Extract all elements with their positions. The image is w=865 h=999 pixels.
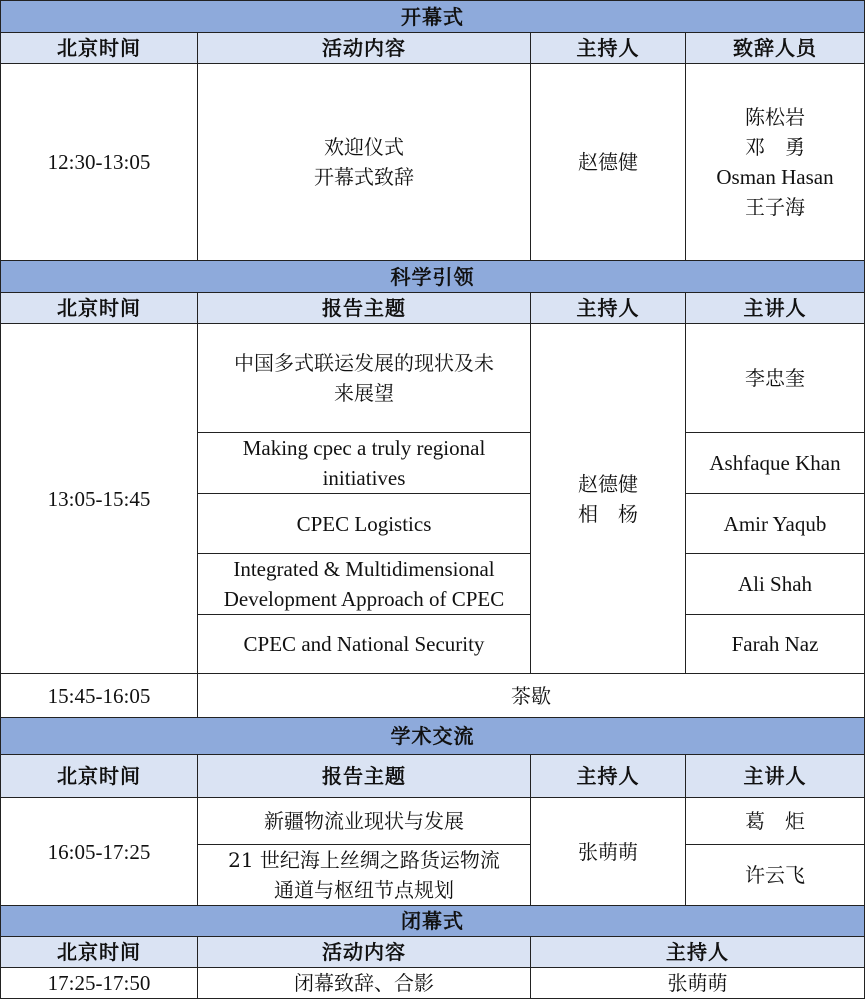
academic-host: 张萌萌 <box>531 798 686 906</box>
topic-line: Making cpec a truly regional <box>242 436 486 460</box>
talk-topic <box>198 324 531 433</box>
header-time: 北京时间 <box>1 33 198 64</box>
talk-speaker: Ali Shah <box>686 554 865 615</box>
section-title-closing: 闭幕式 <box>1 906 865 937</box>
activity-line: 开幕式致辞 <box>314 165 414 189</box>
talk-speaker: 葛 炬 <box>686 798 865 845</box>
host-line: 相 杨 <box>578 501 638 526</box>
talk-topic <box>198 845 531 906</box>
talk-topic <box>198 433 531 494</box>
topic-line: 来展望 <box>334 381 394 405</box>
topic-line: initiatives <box>322 466 406 490</box>
header-host: 主持人 <box>531 293 686 324</box>
header-speaker: 主讲人 <box>686 293 865 324</box>
header-speakers: 致辞人员 <box>686 33 865 64</box>
talk-speaker: Amir Yaqub <box>686 494 865 554</box>
closing-activity: 闭幕致辞、合影 <box>198 968 531 999</box>
talk-topic <box>198 494 531 554</box>
header-time: 北京时间 <box>1 937 198 968</box>
break-label: 茶歇 <box>198 674 865 718</box>
talk-topic <box>198 554 531 615</box>
talk-speaker: 李忠奎 <box>686 324 865 433</box>
opening-activities <box>198 64 531 261</box>
header-activity: 活动内容 <box>198 937 531 968</box>
topic-line: 21 世纪海上丝绸之路货运物流 <box>228 848 500 872</box>
academic-time: 16:05-17:25 <box>1 798 198 906</box>
section-title-science: 科学引领 <box>1 261 865 293</box>
topic-line: 通道与枢纽节点规划 <box>274 878 454 902</box>
topic-line: Integrated & Multidimensional <box>233 557 495 581</box>
header-host: 主持人 <box>531 937 865 968</box>
opening-time: 12:30-13:05 <box>1 64 198 261</box>
speaker-line: 陈松岩 <box>745 105 805 129</box>
talk-speaker: 许云飞 <box>686 845 865 906</box>
header-topic: 报告主题 <box>198 755 531 798</box>
header-time: 北京时间 <box>1 293 198 324</box>
break-time: 15:45-16:05 <box>1 674 198 718</box>
speaker-line: 邓 勇 <box>745 135 805 159</box>
topic-line: CPEC and National Security <box>243 632 485 656</box>
speaker-line: 王子海 <box>745 195 805 219</box>
talk-topic <box>198 615 531 674</box>
closing-time: 17:25-17:50 <box>1 968 198 999</box>
header-activity: 活动内容 <box>198 33 531 64</box>
header-speaker: 主讲人 <box>686 755 865 798</box>
opening-host: 赵德健 <box>531 64 686 261</box>
closing-host: 张萌萌 <box>531 968 865 999</box>
talk-topic <box>198 798 531 845</box>
header-time: 北京时间 <box>1 755 198 798</box>
header-host: 主持人 <box>531 755 686 798</box>
talk-speaker: Farah Naz <box>686 615 865 674</box>
topic-line: 新疆物流业现状与发展 <box>264 809 464 833</box>
talk-speaker: Ashfaque Khan <box>686 433 865 494</box>
section-title-opening: 开幕式 <box>1 1 865 33</box>
science-hosts <box>531 324 686 674</box>
opening-speakers <box>686 64 865 261</box>
section-title-academic: 学术交流 <box>1 718 865 755</box>
topic-line: CPEC Logistics <box>296 511 432 536</box>
topic-line: 中国多式联运发展的现状及未 <box>234 351 494 375</box>
header-topic: 报告主题 <box>198 293 531 324</box>
science-time: 13:05-15:45 <box>1 324 198 674</box>
topic-line: Development Approach of CPEC <box>223 587 505 611</box>
header-host: 主持人 <box>531 33 686 64</box>
host-line: 赵德健 <box>578 471 638 496</box>
speaker-line: Osman Hasan <box>716 165 834 189</box>
activity-line: 欢迎仪式 <box>324 135 404 159</box>
